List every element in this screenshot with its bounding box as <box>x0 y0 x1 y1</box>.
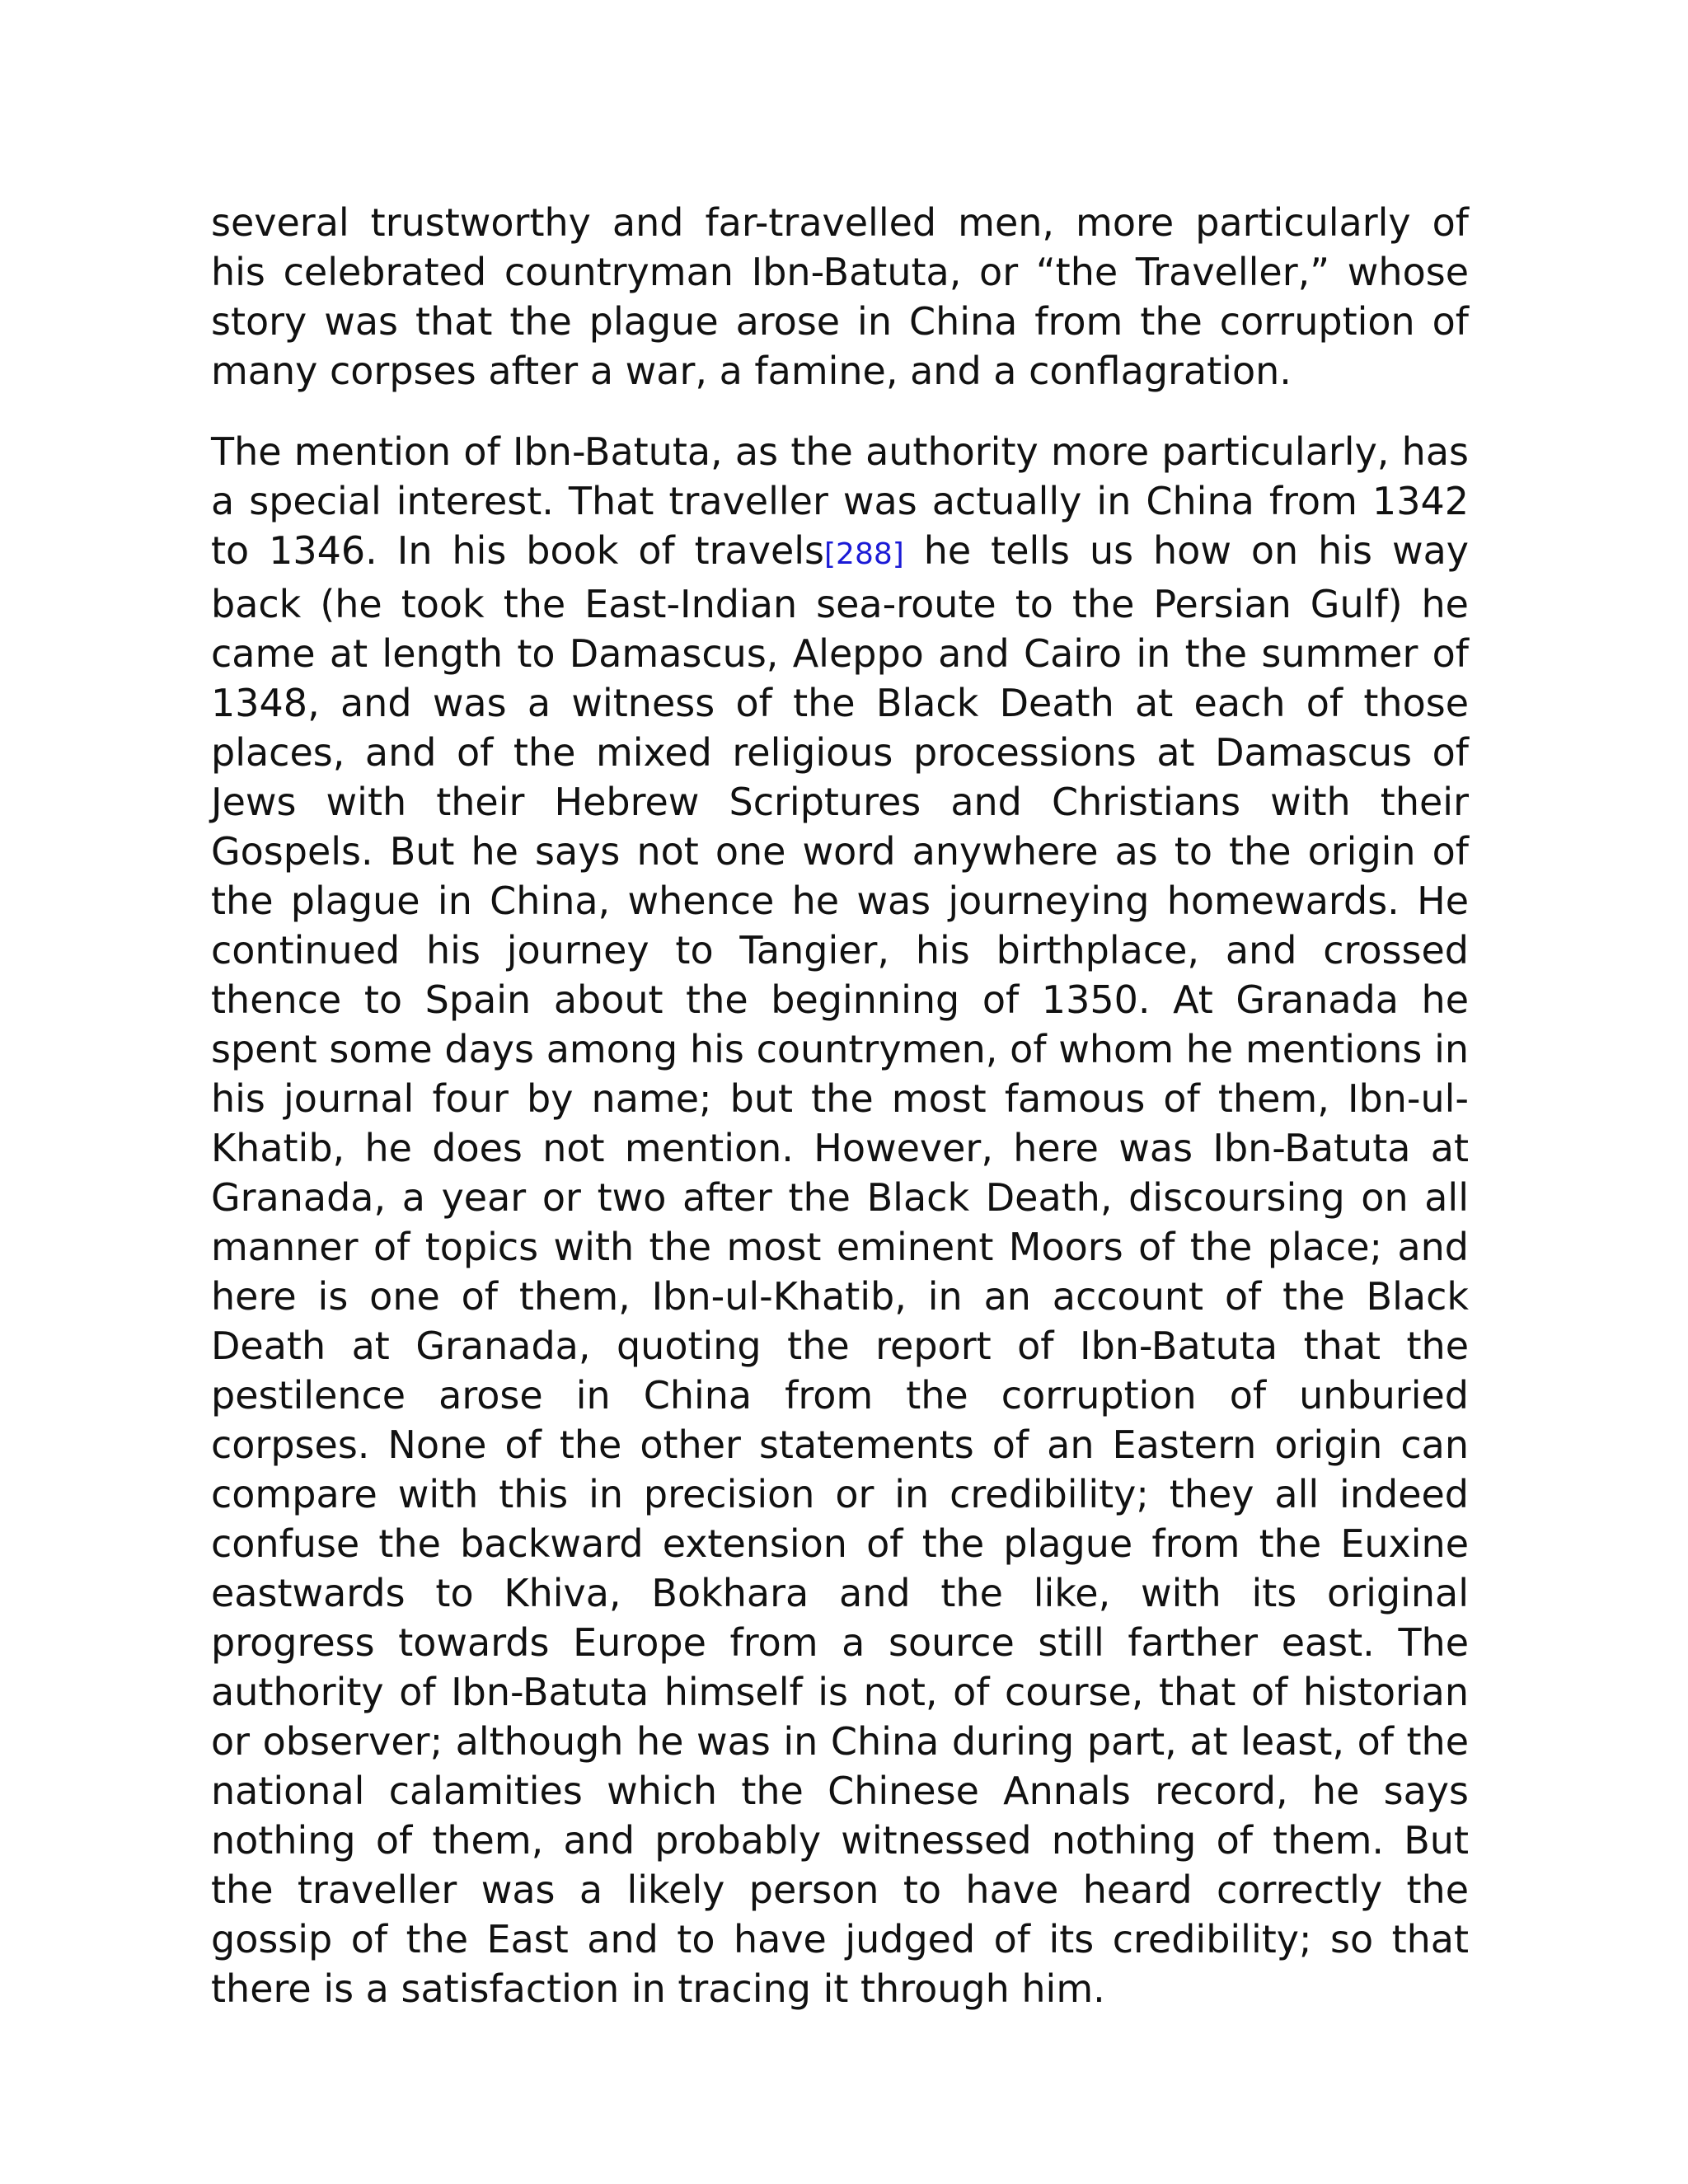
paragraph-2-text-after-footnote: he tells us how on his way back (he took the East-Indian sea-route to the Persian Gulf) he came at length to Damascus, Aleppo and Cairo in the summer of 1348, and was a witness of the Black Death at each of those places, and of the mixed religious processions at Damascus of Jews with their Hebrew Scriptures and Christians with their Gospels. But he says not one word anywhere as to the origin of the plague in China, whence he was journeying homewards. He continued his journey to Tangier, his birthplace, and crossed thence to Spain about the beginning of 1350. At Granada he spent some days among his countrymen, of whom he mentions in his journal four by name; but the most famous of them, Ibn-ul-Khatib, he does not mention. However, here was Ibn-Batuta at Granada, a year or two after the Black Death, discoursing on all manner of topics with the most eminent Moors of the place; and here is one of them, Ibn-ul-Khatib, in an account of the Black Death at Granada, quoting the report of Ibn-Batuta that the pestilence arose in China from the corruption of unburied corpses. None of the other statements of an Eastern origin can compare with this in precision or in credibility; they all indeed confuse the backward extension of the plague from the Euxine eastwards to Khiva, Bokhara and the like, with its original progress towards Europe from a source still farther east. The authority of Ibn-Batuta himself is not, of course, that of historian or observer; although he was in China during part, at least, of the national calamities which the Chinese Annals record, he says nothing of them, and probably witnessed nothing of them. But the traveller was a likely person to have heard correctly the gossip of the East and to have judged of its credibility; so that there is a satisfaction in tracing it through him. <box>211 528 1470 2011</box>
footnote-link-288[interactable]: [288] <box>824 537 904 571</box>
paragraph-1 <box>211 198 1469 396</box>
paragraph-1-text: several trustworthy and far-travelled men, more particularly of his celebrated countryman Ibn-Batuta, or “the Traveller,” whose story was that the plague arose in China from the corruption of many corpses after a war, a famine, and a conflagration. <box>211 200 1469 393</box>
paragraph-2 <box>211 427 1469 2013</box>
document-page <box>211 198 1469 2013</box>
paragraph-2-text-before-footnote: The mention of Ibn-Batuta, as the authority more particularly, has a special interest. That traveller was actually in China from 1342 to 1346. In his book of travels <box>211 429 1469 573</box>
